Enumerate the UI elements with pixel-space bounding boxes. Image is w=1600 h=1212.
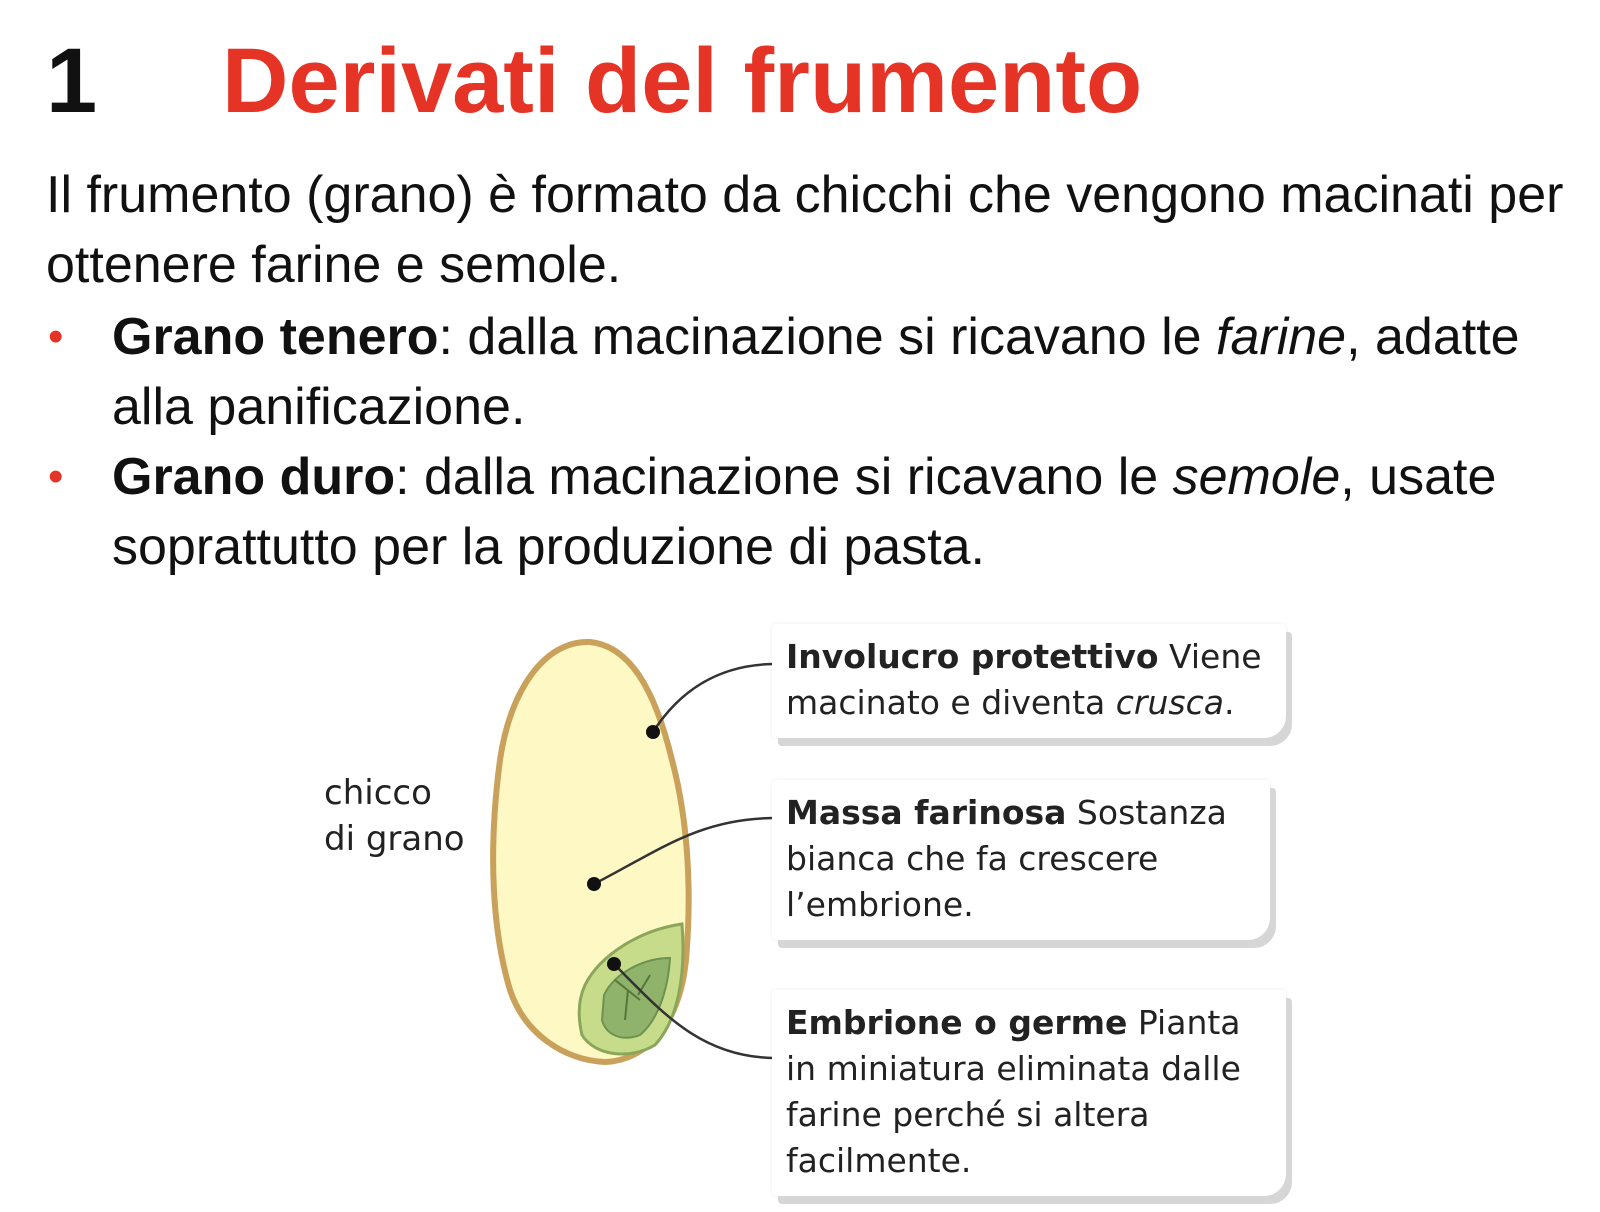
grain-label: [324, 770, 465, 862]
callout-term: Embrione o germe: [786, 1003, 1128, 1042]
slide-number: 1: [46, 30, 98, 132]
intro-paragraph: Il frumento (grano) è formato da chicchi che vengono macinati per ottenere farine e semole.: [46, 166, 1564, 294]
callout-involucro: [772, 624, 1286, 738]
leader-dot-embrione: [607, 957, 621, 971]
callout-term: Massa farinosa: [786, 793, 1067, 832]
callout-italic: crusca: [1115, 683, 1224, 722]
leader-dot-involucro: [646, 725, 660, 739]
callout-massa-farinosa: [772, 780, 1270, 940]
leader-line-embrione: [614, 964, 776, 1058]
grain-label-line1: chicco: [324, 773, 432, 813]
grain-outer-shell: [493, 642, 689, 1062]
callout-embrione: [772, 990, 1286, 1196]
leader-line-involucro: [653, 664, 776, 732]
bullet-grano-tenero: [46, 302, 1576, 442]
bullet-dot-icon: •: [48, 312, 64, 361]
leader-dot-massa: [587, 877, 601, 891]
slide-title: Derivati del frumento: [222, 30, 1143, 132]
bullet-grano-duro: [46, 442, 1576, 582]
callout-term: Involucro protettivo: [786, 637, 1159, 676]
leader-line-massa: [594, 818, 776, 884]
bullet-text-end: , usate soprattutto per la produzione di pasta.: [112, 448, 1497, 576]
callout-text: Pianta in miniatura eliminata dalle farine perché si altera facilmente.: [786, 1003, 1241, 1180]
bullet-text: : dalla macinazione si ricavano le: [438, 308, 1217, 366]
bullet-dot-icon: •: [48, 452, 64, 501]
callout-text: Sostanza bianca che fa crescere l’embrione.: [786, 793, 1227, 924]
bullet-italic: farine: [1216, 308, 1347, 366]
bullet-italic: semole: [1172, 448, 1341, 506]
bullet-term: Grano duro: [112, 448, 396, 506]
bullet-list: [46, 302, 1576, 582]
callout-end: .: [1223, 683, 1235, 722]
bullet-text-end: , adatte alla panificazione.: [112, 308, 1520, 436]
embryo-outer: [579, 924, 683, 1054]
bullet-text: : dalla macinazione si ricavano le: [395, 448, 1173, 506]
embryo-detail: [615, 975, 650, 1020]
bullet-term: Grano tenero: [112, 308, 439, 366]
grain-label-line2: di grano: [324, 819, 465, 859]
callout-text: Viene macinato e diventa: [786, 637, 1262, 722]
embryo-inner: [602, 958, 670, 1038]
